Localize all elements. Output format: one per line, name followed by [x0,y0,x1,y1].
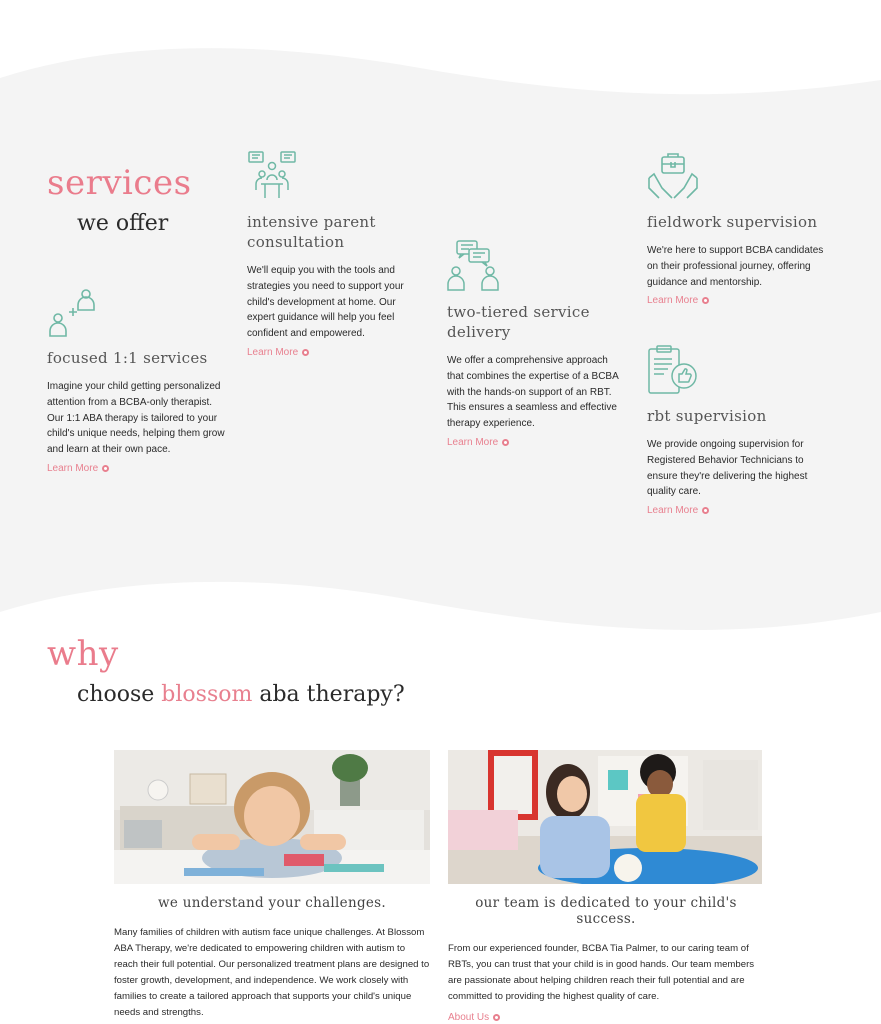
service-title: fieldwork supervision [647,213,818,231]
why-subtitle [77,682,405,707]
services-title: services [47,163,192,203]
learn-more-label: Learn More [247,346,299,358]
learn-more-label: Learn More [47,462,99,474]
service-description: We'll equip you with the tools and strategies you need to support your child's development at home. Our expert guidance will help you feel confident and empowered. [247,265,404,340]
circle-arrow-icon [493,1014,500,1021]
circle-arrow-icon [702,507,709,514]
about-us-link[interactable] [448,1012,500,1023]
services-subtitle: we offer [77,211,169,236]
chat-people-icon [447,240,499,292]
why-subtitle-text: choose [77,682,162,707]
service-description: We're here to support BCBA candidates on their professional journey, offering guidance and mentorship. [647,245,824,288]
learn-more-link[interactable] [647,295,709,306]
why-subtitle-brand: blossom [161,682,253,707]
learn-more-label: Learn More [447,436,499,448]
clipboard-thumbs-up-icon [647,344,699,396]
service-description: Imagine your child getting personalized attention from a BCBA-only therapist. Our 1:1 ABA therapy is tailored to your child's unique needs, helping them grow and learn at their own pace. [47,381,225,456]
learn-more-link[interactable] [47,463,109,474]
learn-more-link[interactable] [247,347,309,358]
service-description: We provide ongoing supervision for Registered Behavior Technicians to ensure they're delivering the highest quality care. [647,439,808,498]
meeting-chat-icon [247,150,299,202]
circle-arrow-icon [102,465,109,472]
service-card-focused [47,286,225,476]
about-us-label: About Us [448,1011,490,1023]
why-column-text: Many families of children with autism face unique challenges. At Blossom ABA Therapy, we're dedicated to empowering children with autism to reach their full potential. Our personalized treatment plans are designed to foster growth, development, and independence. We work closely with families to create a tailored approach that supports your child's unique needs and strengths. [114,927,430,1018]
service-title: two-tiered service delivery [447,303,590,341]
service-card-fieldwork [647,150,825,308]
why-column-challenges [114,895,430,1020]
why-subtitle-text: aba therapy? [252,682,405,707]
learn-more-link[interactable] [447,437,509,448]
why-column-team [448,895,764,1024]
service-card-two-tiered [447,240,625,450]
circle-arrow-icon [302,349,309,356]
why-title: why [47,634,119,674]
why-column-heading: we understand your challenges. [157,895,386,911]
service-card-rbt-supervision [647,344,825,518]
users-plus-icon [47,286,99,338]
hands-briefcase-icon [647,150,699,202]
therapist-with-child-photo [448,750,762,884]
service-title: focused 1:1 services [47,349,208,367]
service-title: intensive parent consultation [247,213,376,251]
child-at-table-photo [114,750,430,884]
why-column-heading: our team is dedicated to your child's success. [475,895,737,927]
learn-more-label: Learn More [647,295,699,307]
service-card-parent-consultation [247,150,425,360]
circle-arrow-icon [702,297,709,304]
service-description: We offer a comprehensive approach that combines the expertise of a BCBA with the hands-on support of an RBT. This ensures a seamless and effective therapy experience. [447,355,619,430]
learn-more-link[interactable] [647,505,709,516]
why-column-text: From our experienced founder, BCBA Tia Palmer, to our caring team of RBTs, you can trust that your child is in good hands. Our team members are passionate about helping children reach their full potential and are committed to providing the highest quality of care. [448,943,755,1002]
learn-more-label: Learn More [647,505,699,517]
service-title: rbt supervision [647,407,767,425]
circle-arrow-icon [502,439,509,446]
